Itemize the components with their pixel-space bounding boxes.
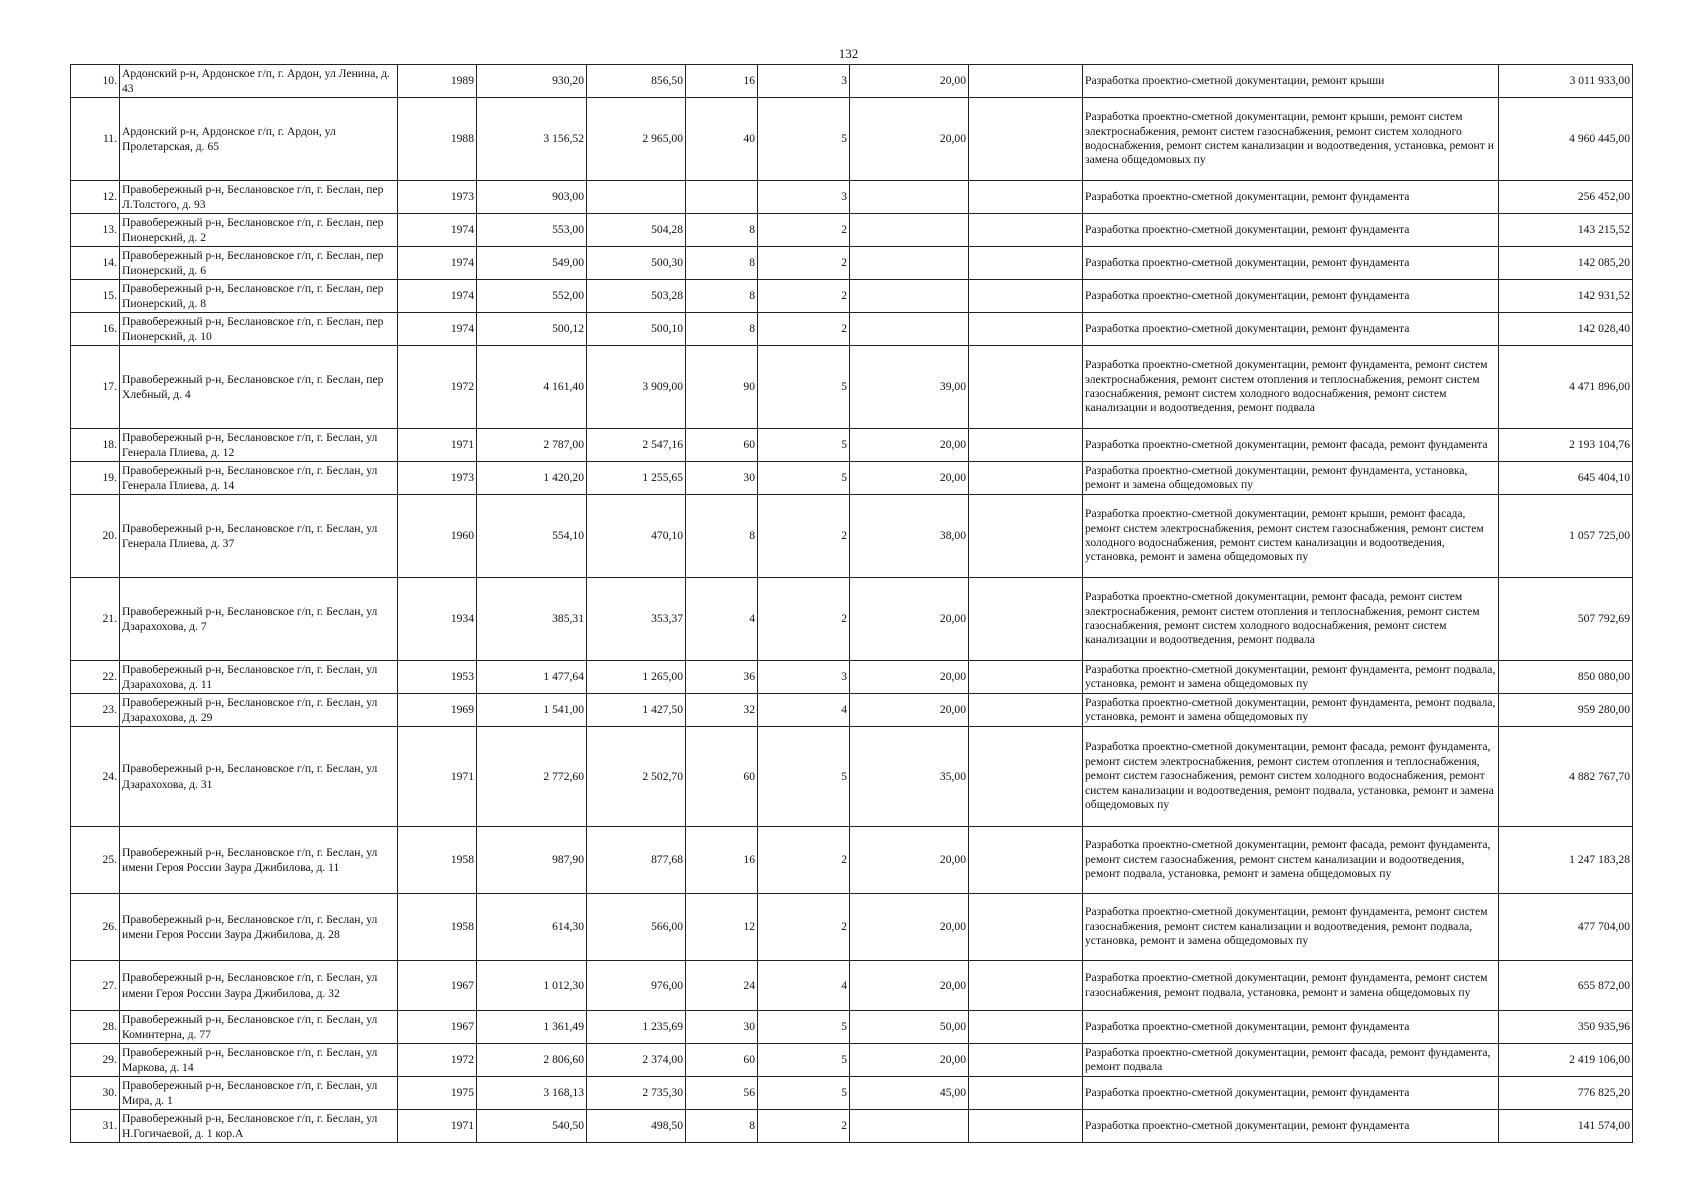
table-row [71, 280, 1633, 313]
row-number: 11. [71, 98, 120, 181]
table-row [71, 827, 1633, 894]
floors-cell: 2 [758, 894, 850, 961]
total-area-cell: 1 361,49 [477, 1011, 587, 1044]
floors-cell: 2 [758, 827, 850, 894]
rate-cell: 50,00 [850, 1011, 969, 1044]
table-row [71, 1110, 1633, 1143]
apartments-cell: 8 [686, 495, 758, 578]
works-cell: Разработка проектно-сметной документации, ремонт фасада, ремонт фундамента, ремонт подвала [1083, 1044, 1499, 1077]
living-area-cell: 1 265,00 [587, 661, 686, 694]
cost-cell: 655 872,00 [1499, 961, 1633, 1011]
apartments-cell: 36 [686, 661, 758, 694]
row-number: 12. [71, 181, 120, 214]
rate-cell: 20,00 [850, 661, 969, 694]
year-cell: 1974 [398, 280, 477, 313]
floors-cell: 5 [758, 346, 850, 429]
table-body [71, 65, 1633, 1143]
living-area-cell: 1 235,69 [587, 1011, 686, 1044]
extra-cell [969, 1110, 1083, 1143]
year-cell: 1974 [398, 214, 477, 247]
works-cell: Разработка проектно-сметной документации, ремонт фундамента, ремонт систем электроснабжения, ремонт систем отопления и теплоснабжения, ремонт систем газоснабжения, ремонт систем холодного водоснабжения, ремонт систем канализации и водоотведения, ремонт подвала [1083, 346, 1499, 429]
table-row [71, 694, 1633, 727]
year-cell: 1972 [398, 346, 477, 429]
works-cell: Разработка проектно-сметной документации, ремонт фундамента, ремонт систем газоснабжения, ремонт систем канализации и водоотведения, ремонт подвала, установка, ремонт и замена общедомовых пу [1083, 894, 1499, 961]
address-cell: Правобережный р-н, Беслановское г/п, г. Беслан, ул Мира, д. 1 [120, 1077, 398, 1110]
living-area-cell: 1 255,65 [587, 462, 686, 495]
extra-cell [969, 1011, 1083, 1044]
row-number: 29. [71, 1044, 120, 1077]
floors-cell: 2 [758, 247, 850, 280]
works-cell: Разработка проектно-сметной документации, ремонт фундамента [1083, 247, 1499, 280]
address-cell: Правобережный р-н, Беслановское г/п, г. Беслан, ул Маркова, д. 14 [120, 1044, 398, 1077]
apartments-cell: 12 [686, 894, 758, 961]
apartments-cell: 24 [686, 961, 758, 1011]
apartments-cell [686, 181, 758, 214]
apartments-cell: 16 [686, 827, 758, 894]
year-cell: 1953 [398, 661, 477, 694]
total-area-cell: 987,90 [477, 827, 587, 894]
living-area-cell: 2 502,70 [587, 727, 686, 827]
table-row [71, 429, 1633, 462]
cost-cell: 350 935,96 [1499, 1011, 1633, 1044]
rate-cell: 20,00 [850, 694, 969, 727]
cost-cell: 507 792,69 [1499, 578, 1633, 661]
row-number: 24. [71, 727, 120, 827]
row-number: 18. [71, 429, 120, 462]
row-number: 17. [71, 346, 120, 429]
extra-cell [969, 894, 1083, 961]
cost-cell: 959 280,00 [1499, 694, 1633, 727]
rate-cell: 20,00 [850, 462, 969, 495]
table-row [71, 98, 1633, 181]
address-cell: Правобережный р-н, Беслановское г/п, г. Беслан, пер Пионерский, д. 6 [120, 247, 398, 280]
year-cell: 1972 [398, 1044, 477, 1077]
total-area-cell: 3 156,52 [477, 98, 587, 181]
extra-cell [969, 280, 1083, 313]
address-cell: Правобережный р-н, Беслановское г/п, г. Беслан, ул Дзарахохова, д. 11 [120, 661, 398, 694]
cost-cell: 4 960 445,00 [1499, 98, 1633, 181]
living-area-cell: 2 547,16 [587, 429, 686, 462]
works-cell: Разработка проектно-сметной документации, ремонт фундамента [1083, 214, 1499, 247]
table-row [71, 578, 1633, 661]
table-row [71, 1044, 1633, 1077]
cost-cell: 645 404,10 [1499, 462, 1633, 495]
works-cell: Разработка проектно-сметной документации, ремонт фасада, ремонт фундамента [1083, 429, 1499, 462]
floors-cell: 5 [758, 1011, 850, 1044]
floors-cell: 3 [758, 65, 850, 98]
address-cell: Правобережный р-н, Беслановское г/п, г. Беслан, ул Дзарахохова, д. 31 [120, 727, 398, 827]
rate-cell [850, 247, 969, 280]
address-cell: Правобережный р-н, Беслановское г/п, г. Беслан, пер Пионерский, д. 8 [120, 280, 398, 313]
living-area-cell: 3 909,00 [587, 346, 686, 429]
table-row [71, 214, 1633, 247]
table-row [71, 1011, 1633, 1044]
year-cell: 1974 [398, 247, 477, 280]
address-cell: Правобережный р-н, Беслановское г/п, г. Беслан, пер Л.Толстого, д. 93 [120, 181, 398, 214]
works-cell: Разработка проектно-сметной документации, ремонт фундамента, ремонт систем газоснабжения, ремонт подвала, установка, ремонт и замена общедомовых пу [1083, 961, 1499, 1011]
cost-cell: 142 085,20 [1499, 247, 1633, 280]
row-number: 14. [71, 247, 120, 280]
total-area-cell: 2 772,60 [477, 727, 587, 827]
row-number: 25. [71, 827, 120, 894]
total-area-cell: 540,50 [477, 1110, 587, 1143]
apartments-cell: 30 [686, 462, 758, 495]
year-cell: 1989 [398, 65, 477, 98]
row-number: 19. [71, 462, 120, 495]
cost-cell: 256 452,00 [1499, 181, 1633, 214]
extra-cell [969, 462, 1083, 495]
living-area-cell: 856,50 [587, 65, 686, 98]
address-cell: Ардонский р-н, Ардонское г/п, г. Ардон, ул Ленина, д. 43 [120, 65, 398, 98]
cost-cell: 4 471 896,00 [1499, 346, 1633, 429]
floors-cell: 3 [758, 181, 850, 214]
living-area-cell: 498,50 [587, 1110, 686, 1143]
apartments-cell: 4 [686, 578, 758, 661]
cost-cell: 477 704,00 [1499, 894, 1633, 961]
year-cell: 1960 [398, 495, 477, 578]
works-cell: Разработка проектно-сметной документации, ремонт фундамента, установка, ремонт и замена общедомовых пу [1083, 462, 1499, 495]
works-cell: Разработка проектно-сметной документации, ремонт фундамента [1083, 280, 1499, 313]
cost-cell: 1 057 725,00 [1499, 495, 1633, 578]
floors-cell: 5 [758, 1044, 850, 1077]
table-row [71, 313, 1633, 346]
living-area-cell: 353,37 [587, 578, 686, 661]
row-number: 26. [71, 894, 120, 961]
cost-cell: 3 011 933,00 [1499, 65, 1633, 98]
extra-cell [969, 827, 1083, 894]
extra-cell [969, 98, 1083, 181]
table-row [71, 894, 1633, 961]
works-cell: Разработка проектно-сметной документации, ремонт фундамента [1083, 1110, 1499, 1143]
rate-cell: 38,00 [850, 495, 969, 578]
living-area-cell: 2 965,00 [587, 98, 686, 181]
total-area-cell: 1 541,00 [477, 694, 587, 727]
rate-cell [850, 280, 969, 313]
total-area-cell: 500,12 [477, 313, 587, 346]
cost-cell: 141 574,00 [1499, 1110, 1633, 1143]
floors-cell: 5 [758, 429, 850, 462]
floors-cell: 2 [758, 214, 850, 247]
year-cell: 1974 [398, 313, 477, 346]
apartments-cell: 90 [686, 346, 758, 429]
year-cell: 1971 [398, 429, 477, 462]
works-cell: Разработка проектно-сметной документации, ремонт фундамента [1083, 1011, 1499, 1044]
works-cell: Разработка проектно-сметной документации, ремонт фундамента, ремонт подвала, установка, ремонт и замена общедомовых пу [1083, 694, 1499, 727]
floors-cell: 5 [758, 1077, 850, 1110]
floors-cell: 2 [758, 495, 850, 578]
address-cell: Правобережный р-н, Беслановское г/п, г. Беслан, ул имени Героя России Заура Джибилова, д. 32 [120, 961, 398, 1011]
apartments-cell: 32 [686, 694, 758, 727]
apartments-cell: 8 [686, 214, 758, 247]
rate-cell: 20,00 [850, 578, 969, 661]
apartments-cell: 60 [686, 429, 758, 462]
total-area-cell: 4 161,40 [477, 346, 587, 429]
row-number: 10. [71, 65, 120, 98]
living-area-cell: 566,00 [587, 894, 686, 961]
rate-cell [850, 181, 969, 214]
year-cell: 1934 [398, 578, 477, 661]
extra-cell [969, 181, 1083, 214]
extra-cell [969, 313, 1083, 346]
cost-cell: 776 825,20 [1499, 1077, 1633, 1110]
extra-cell [969, 1044, 1083, 1077]
table-row [71, 961, 1633, 1011]
rate-cell: 20,00 [850, 65, 969, 98]
extra-cell [969, 1077, 1083, 1110]
apartments-cell: 56 [686, 1077, 758, 1110]
extra-cell [969, 961, 1083, 1011]
table-row [71, 462, 1633, 495]
year-cell: 1975 [398, 1077, 477, 1110]
floors-cell: 2 [758, 313, 850, 346]
cost-cell: 1 247 183,28 [1499, 827, 1633, 894]
living-area-cell: 500,30 [587, 247, 686, 280]
row-number: 15. [71, 280, 120, 313]
floors-cell: 5 [758, 98, 850, 181]
floors-cell: 4 [758, 961, 850, 1011]
row-number: 20. [71, 495, 120, 578]
total-area-cell: 1 012,30 [477, 961, 587, 1011]
apartments-cell: 40 [686, 98, 758, 181]
extra-cell [969, 578, 1083, 661]
row-number: 28. [71, 1011, 120, 1044]
rate-cell: 45,00 [850, 1077, 969, 1110]
year-cell: 1958 [398, 827, 477, 894]
address-cell: Правобережный р-н, Беслановское г/п, г. Беслан, ул Дзарахохова, д. 7 [120, 578, 398, 661]
total-area-cell: 3 168,13 [477, 1077, 587, 1110]
extra-cell [969, 247, 1083, 280]
total-area-cell: 552,00 [477, 280, 587, 313]
table-row [71, 495, 1633, 578]
address-cell: Правобережный р-н, Беслановское г/п, г. Беслан, пер Пионерский, д. 10 [120, 313, 398, 346]
row-number: 23. [71, 694, 120, 727]
total-area-cell: 2 787,00 [477, 429, 587, 462]
row-number: 22. [71, 661, 120, 694]
year-cell: 1958 [398, 894, 477, 961]
apartments-cell: 8 [686, 280, 758, 313]
address-cell: Правобережный р-н, Беслановское г/п, г. Беслан, пер Хлебный, д. 4 [120, 346, 398, 429]
year-cell: 1967 [398, 961, 477, 1011]
works-cell: Разработка проектно-сметной документации, ремонт фасада, ремонт систем электроснабжения, ремонт систем отопления и теплоснабжения, ремонт систем газоснабжения, ремонт систем холодного водоснабжения, ремонт систем канализации и водоотведения, ремонт подвала [1083, 578, 1499, 661]
extra-cell [969, 495, 1083, 578]
floors-cell: 2 [758, 280, 850, 313]
total-area-cell: 1 477,64 [477, 661, 587, 694]
extra-cell [969, 429, 1083, 462]
rate-cell: 20,00 [850, 1044, 969, 1077]
works-cell: Разработка проектно-сметной документации, ремонт фундамента [1083, 1077, 1499, 1110]
extra-cell [969, 727, 1083, 827]
cost-cell: 2 193 104,76 [1499, 429, 1633, 462]
address-cell: Правобережный р-н, Беслановское г/п, г. Беслан, ул Генерала Плиева, д. 12 [120, 429, 398, 462]
total-area-cell: 1 420,20 [477, 462, 587, 495]
rate-cell: 20,00 [850, 429, 969, 462]
extra-cell [969, 346, 1083, 429]
row-number: 13. [71, 214, 120, 247]
rate-cell: 35,00 [850, 727, 969, 827]
works-cell: Разработка проектно-сметной документации, ремонт фундамента, ремонт подвала, установка, ремонт и замена общедомовых пу [1083, 661, 1499, 694]
year-cell: 1973 [398, 181, 477, 214]
apartments-cell: 60 [686, 727, 758, 827]
living-area-cell: 470,10 [587, 495, 686, 578]
address-cell: Ардонский р-н, Ардонское г/п, г. Ардон, ул Пролетарская, д. 65 [120, 98, 398, 181]
works-cell: Разработка проектно-сметной документации, ремонт фасада, ремонт фундамента, ремонт систем электроснабжения, ремонт систем отопления и теплоснабжения, ремонт систем газоснабжения, ремонт систем холодного водоснабжения, ремонт систем канализации и водоотведения, ремонт подвала, установка, ремонт и замена общедомовых пу [1083, 727, 1499, 827]
row-number: 30. [71, 1077, 120, 1110]
row-number: 16. [71, 313, 120, 346]
table-row [71, 727, 1633, 827]
address-cell: Правобережный р-н, Беслановское г/п, г. Беслан, ул имени Героя России Заура Джибилова, д. 28 [120, 894, 398, 961]
year-cell: 1973 [398, 462, 477, 495]
rate-cell: 39,00 [850, 346, 969, 429]
rate-cell: 20,00 [850, 98, 969, 181]
apartments-cell: 60 [686, 1044, 758, 1077]
extra-cell [969, 661, 1083, 694]
address-cell: Правобережный р-н, Беслановское г/п, г. Беслан, пер Пионерский, д. 2 [120, 214, 398, 247]
total-area-cell: 549,00 [477, 247, 587, 280]
living-area-cell: 976,00 [587, 961, 686, 1011]
living-area-cell: 504,28 [587, 214, 686, 247]
floors-cell: 5 [758, 462, 850, 495]
rate-cell [850, 1110, 969, 1143]
address-cell: Правобережный р-н, Беслановское г/п, г. Беслан, ул Генерала Плиева, д. 37 [120, 495, 398, 578]
floors-cell: 2 [758, 578, 850, 661]
year-cell: 1971 [398, 1110, 477, 1143]
living-area-cell: 500,10 [587, 313, 686, 346]
living-area-cell: 2 374,00 [587, 1044, 686, 1077]
total-area-cell: 930,20 [477, 65, 587, 98]
living-area-cell: 1 427,50 [587, 694, 686, 727]
rate-cell [850, 214, 969, 247]
row-number: 21. [71, 578, 120, 661]
apartments-cell: 30 [686, 1011, 758, 1044]
row-number: 27. [71, 961, 120, 1011]
table-row [71, 346, 1633, 429]
floors-cell: 2 [758, 1110, 850, 1143]
address-cell: Правобережный р-н, Беслановское г/п, г. Беслан, ул Дзарахохова, д. 29 [120, 694, 398, 727]
cost-cell: 850 080,00 [1499, 661, 1633, 694]
apartments-cell: 8 [686, 1110, 758, 1143]
total-area-cell: 553,00 [477, 214, 587, 247]
address-cell: Правобережный р-н, Беслановское г/п, г. Беслан, ул Н.Гогичаевой, д. 1 кор.А [120, 1110, 398, 1143]
works-cell: Разработка проектно-сметной документации, ремонт фундамента [1083, 313, 1499, 346]
total-area-cell: 385,31 [477, 578, 587, 661]
rate-cell: 20,00 [850, 961, 969, 1011]
table-row [71, 247, 1633, 280]
rate-cell: 20,00 [850, 894, 969, 961]
table-row [71, 181, 1633, 214]
table-row [71, 1077, 1633, 1110]
living-area-cell [587, 181, 686, 214]
works-cell: Разработка проектно-сметной документации, ремонт крыши, ремонт систем электроснабжения, ремонт систем газоснабжения, ремонт систем холодного водоснабжения, ремонт систем канализации и водоотведения, установка, ремонт и замена общедомовых пу [1083, 98, 1499, 181]
cost-cell: 142 028,40 [1499, 313, 1633, 346]
floors-cell: 4 [758, 694, 850, 727]
extra-cell [969, 214, 1083, 247]
year-cell: 1988 [398, 98, 477, 181]
extra-cell [969, 694, 1083, 727]
floors-cell: 5 [758, 727, 850, 827]
floors-cell: 3 [758, 661, 850, 694]
works-cell: Разработка проектно-сметной документации, ремонт крыши, ремонт фасада, ремонт систем электроснабжения, ремонт систем газоснабжения, ремонт систем холодного водоснабжения, ремонт систем канализации и водоотведения, установка, ремонт и замена общедомовых пу [1083, 495, 1499, 578]
works-cell: Разработка проектно-сметной документации, ремонт фасада, ремонт фундамента, ремонт систем газоснабжения, ремонт систем канализации и водоотведения, ремонт подвала, установка, ремонт и замена общедомовых пу [1083, 827, 1499, 894]
apartments-cell: 8 [686, 313, 758, 346]
cost-cell: 2 419 106,00 [1499, 1044, 1633, 1077]
year-cell: 1967 [398, 1011, 477, 1044]
works-cell: Разработка проектно-сметной документации, ремонт крыши [1083, 65, 1499, 98]
extra-cell [969, 65, 1083, 98]
living-area-cell: 503,28 [587, 280, 686, 313]
housing-registry-table [70, 64, 1633, 1143]
apartments-cell: 16 [686, 65, 758, 98]
rate-cell: 20,00 [850, 827, 969, 894]
cost-cell: 142 931,52 [1499, 280, 1633, 313]
rate-cell [850, 313, 969, 346]
address-cell: Правобережный р-н, Беслановское г/п, г. Беслан, ул Коминтерна, д. 77 [120, 1011, 398, 1044]
total-area-cell: 2 806,60 [477, 1044, 587, 1077]
row-number: 31. [71, 1110, 120, 1143]
cost-cell: 143 215,52 [1499, 214, 1633, 247]
apartments-cell: 8 [686, 247, 758, 280]
total-area-cell: 903,00 [477, 181, 587, 214]
cost-cell: 4 882 767,70 [1499, 727, 1633, 827]
works-cell: Разработка проектно-сметной документации, ремонт фундамента [1083, 181, 1499, 214]
address-cell: Правобережный р-н, Беслановское г/п, г. Беслан, ул Генерала Плиева, д. 14 [120, 462, 398, 495]
living-area-cell: 2 735,30 [587, 1077, 686, 1110]
total-area-cell: 614,30 [477, 894, 587, 961]
year-cell: 1969 [398, 694, 477, 727]
year-cell: 1971 [398, 727, 477, 827]
table-row [71, 661, 1633, 694]
page-number: 132 [838, 46, 859, 61]
table-row [71, 65, 1633, 98]
address-cell: Правобережный р-н, Беслановское г/п, г. Беслан, ул имени Героя России Заура Джибилова, д. 11 [120, 827, 398, 894]
total-area-cell: 554,10 [477, 495, 587, 578]
living-area-cell: 877,68 [587, 827, 686, 894]
